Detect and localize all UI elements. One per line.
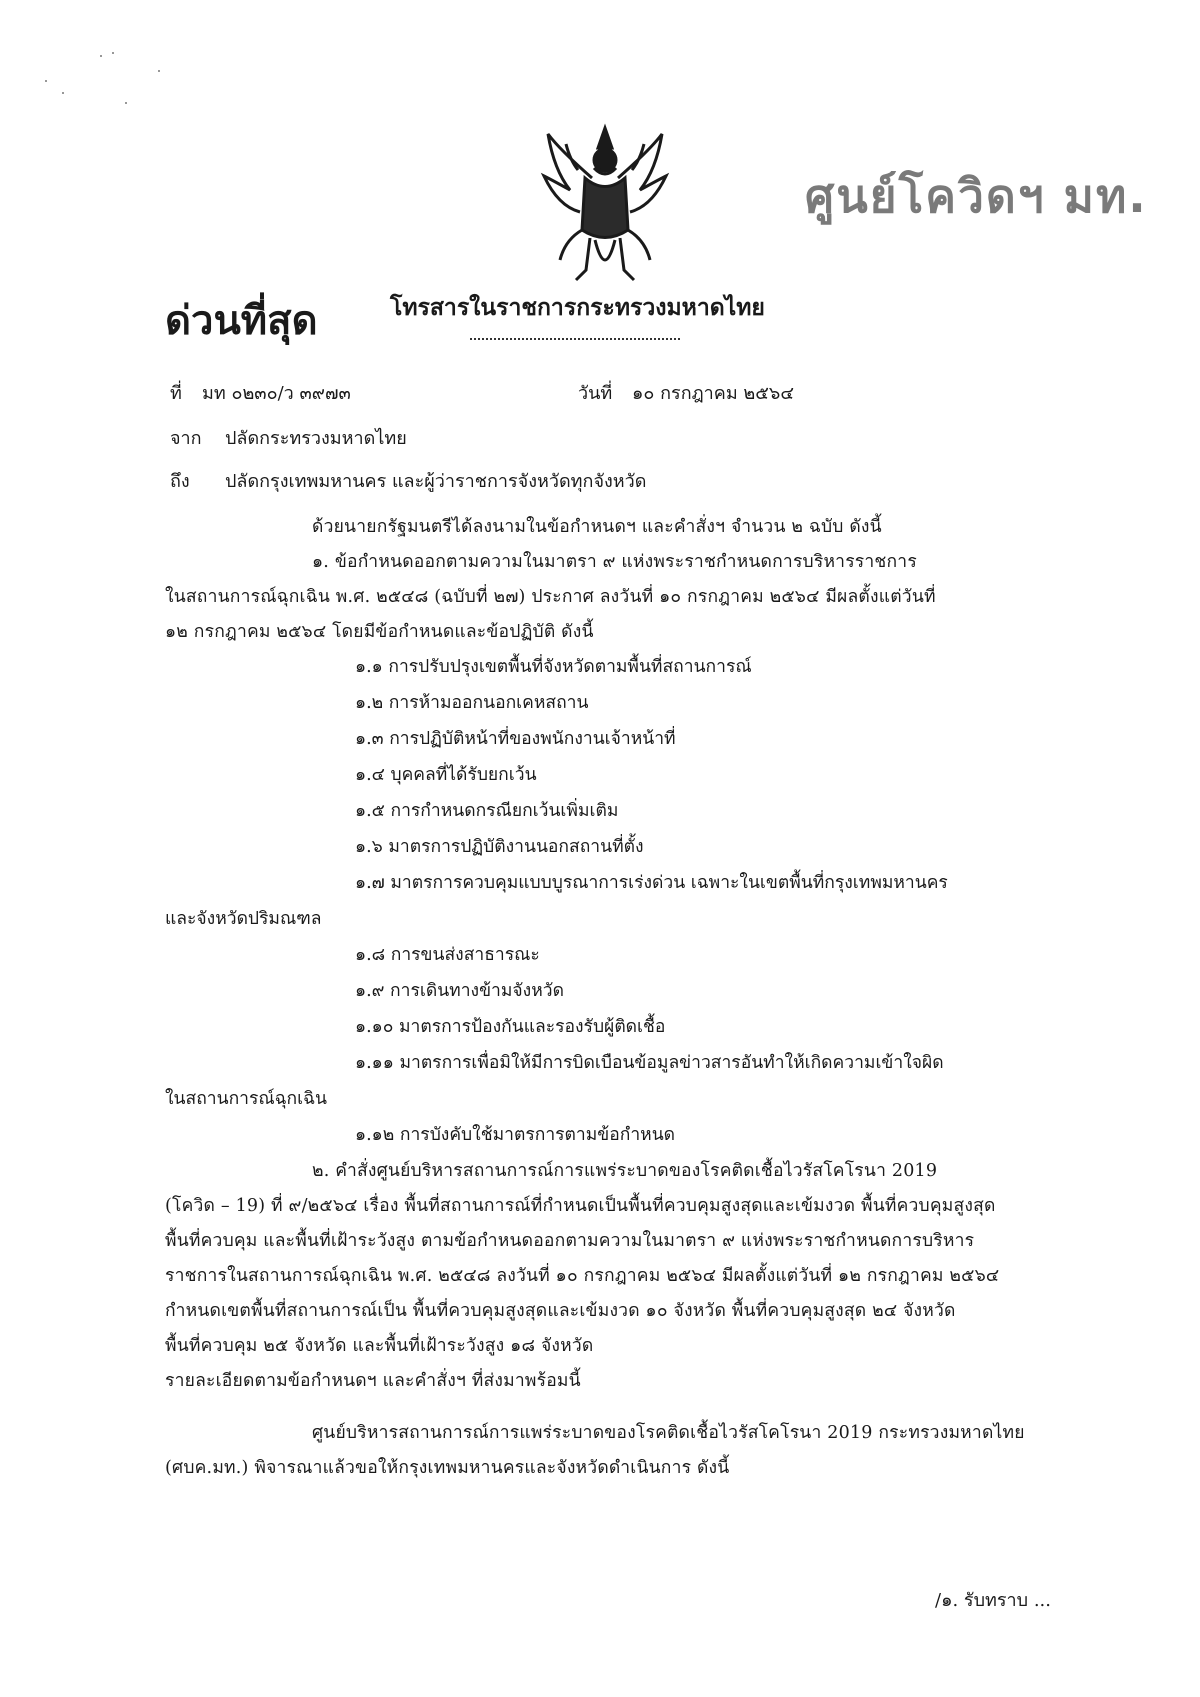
from-label: จาก bbox=[170, 428, 202, 449]
para3-line: (ศบค.มท.) พิจารณาแล้วขอให้กรุงเทพมหานครและจังหวัดดำเนินการ ดังนี้ bbox=[165, 1458, 730, 1478]
para3-line: ศูนย์บริหารสถานการณ์การแพร่ระบาดของโรคติดเชื้อไวรัสโคโรนา 2019 กระทรวงมหาดไทย bbox=[312, 1423, 1025, 1443]
to-label: ถึง bbox=[170, 471, 190, 492]
para2-line: พื้นที่ควบคุม และพื้นที่เฝ้าระวังสูง ตามข้อกำหนดออกตามความในมาตรา ๙ แห่งพระราชกำหนดการบริหาร bbox=[165, 1231, 975, 1251]
date-value: ๑๐ กรกฎาคม ๒๕๖๔ bbox=[632, 383, 794, 404]
list-item-continuation: ในสถานการณ์ฉุกเฉิน bbox=[165, 1089, 328, 1109]
scan-speck bbox=[112, 52, 114, 54]
date-label: วันที่ bbox=[578, 383, 613, 404]
para1-line: ๑๒ กรกฎาคม ๒๕๖๔ โดยมีข้อกำหนดและข้อปฏิบัติ ดังนี้ bbox=[165, 622, 594, 642]
para2-line: ราชการในสถานการณ์ฉุกเฉิน พ.ศ. ๒๕๔๘ ลงวันที่ ๑๐ กรกฎาคม ๒๕๖๔ มีผลตั้งแต่วันที่ ๑๒ กรกฎาคม ๒๕๖๔ bbox=[165, 1266, 1000, 1286]
center-stamp: ศูนย์โควิดฯ มท. bbox=[805, 169, 1148, 223]
list-item: ๑.๔ บุคคลที่ได้รับยกเว้น bbox=[355, 765, 537, 785]
scan-speck bbox=[62, 92, 64, 94]
from-value: ปลัดกระทรวงมหาดไทย bbox=[225, 428, 407, 449]
list-item: ๑.๓ การปฏิบัติหน้าที่ของพนักงานเจ้าหน้าที่ bbox=[355, 729, 676, 749]
doc-number-value: มท ๐๒๓๐/ว ๓๙๗๓ bbox=[202, 383, 351, 404]
list-item: ๑.๒ การห้ามออกนอกเคหสถาน bbox=[355, 693, 589, 713]
para2-line: กำหนดเขตพื้นที่สถานการณ์เป็น พื้นที่ควบคุมสูงสุดและเข้มงวด ๑๐ จังหวัด พื้นที่ควบคุมสูงสุด ๒๔ จังหวัด bbox=[165, 1301, 956, 1321]
title-dotted-underline bbox=[470, 338, 680, 340]
list-item: ๑.๕ การกำหนดกรณียกเว้นเพิ่มเติม bbox=[355, 801, 619, 821]
list-item: ๑.๑๐ มาตรการป้องกันและรองรับผู้ติดเชื้อ bbox=[355, 1017, 666, 1037]
para1-line: ๑. ข้อกำหนดออกตามความในมาตรา ๙ แห่งพระราชกำหนดการบริหารราชการ bbox=[312, 552, 917, 572]
urgency-label: ด่วนที่สุด bbox=[165, 298, 318, 344]
intro-paragraph: ด้วยนายกรัฐมนตรีได้ลงนามในข้อกำหนดฯ และคำสั่งฯ จำนวน ๒ ฉบับ ดังนี้ bbox=[312, 517, 882, 537]
list-item: ๑.๑๑ มาตรการเพื่อมิให้มีการบิดเบือนข้อมูลข่าวสารอันทำให้เกิดความเข้าใจผิด bbox=[355, 1053, 944, 1073]
page-continuation-note: /๑. รับทราบ ... bbox=[935, 1590, 1051, 1611]
list-item: ๑.๖ มาตรการปฏิบัติงานนอกสถานที่ตั้ง bbox=[355, 837, 644, 857]
document-type-title: โทรสารในราชการกระทรวงมหาดไทย bbox=[390, 294, 765, 321]
list-item: ๑.๑๒ การบังคับใช้มาตรการตามข้อกำหนด bbox=[355, 1125, 676, 1145]
scan-speck bbox=[158, 70, 160, 72]
para2-line: รายละเอียดตามข้อกำหนดฯ และคำสั่งฯ ที่ส่งมาพร้อมนี้ bbox=[165, 1371, 581, 1391]
list-item: ๑.๑ การปรับปรุงเขตพื้นที่จังหวัดตามพื้นที่สถานการณ์ bbox=[355, 657, 752, 677]
doc-number-label: ที่ bbox=[170, 383, 182, 404]
para2-line: (โควิด – 19) ที่ ๙/๒๕๖๔ เรื่อง พื้นที่สถานการณ์ที่กำหนดเป็นพื้นที่ควบคุมสูงสุดและเข้มงวด พื้นที่ควบคุมสูงสุด bbox=[165, 1196, 996, 1216]
para2-line: พื้นที่ควบคุม ๒๕ จังหวัด และพื้นที่เฝ้าระวังสูง ๑๘ จังหวัด bbox=[165, 1336, 594, 1356]
garuda-emblem-icon bbox=[540, 120, 670, 290]
para1-line: ในสถานการณ์ฉุกเฉิน พ.ศ. ๒๕๔๘ (ฉบับที่ ๒๗) ประกาศ ลงวันที่ ๑๐ กรกฎาคม ๒๕๖๔ มีผลตั้งแต่วันที่ bbox=[165, 587, 936, 607]
list-item-continuation: และจังหวัดปริมณฑล bbox=[165, 909, 322, 929]
list-item: ๑.๗ มาตรการควบคุมแบบบูรณาการเร่งด่วน เฉพาะในเขตพื้นที่กรุงเทพมหานคร bbox=[355, 873, 948, 893]
list-item: ๑.๘ การขนส่งสาธารณะ bbox=[355, 945, 540, 965]
list-item: ๑.๙ การเดินทางข้ามจังหวัด bbox=[355, 981, 564, 1001]
para2-line: ๒. คำสั่งศูนย์บริหารสถานการณ์การแพร่ระบาดของโรคติดเชื้อไวรัสโคโรนา 2019 bbox=[312, 1161, 938, 1181]
to-value: ปลัดกรุงเทพมหานคร และผู้ว่าราชการจังหวัดทุกจังหวัด bbox=[225, 471, 647, 492]
scan-speck bbox=[100, 55, 102, 57]
scan-speck bbox=[125, 102, 127, 104]
scan-speck bbox=[45, 80, 47, 82]
